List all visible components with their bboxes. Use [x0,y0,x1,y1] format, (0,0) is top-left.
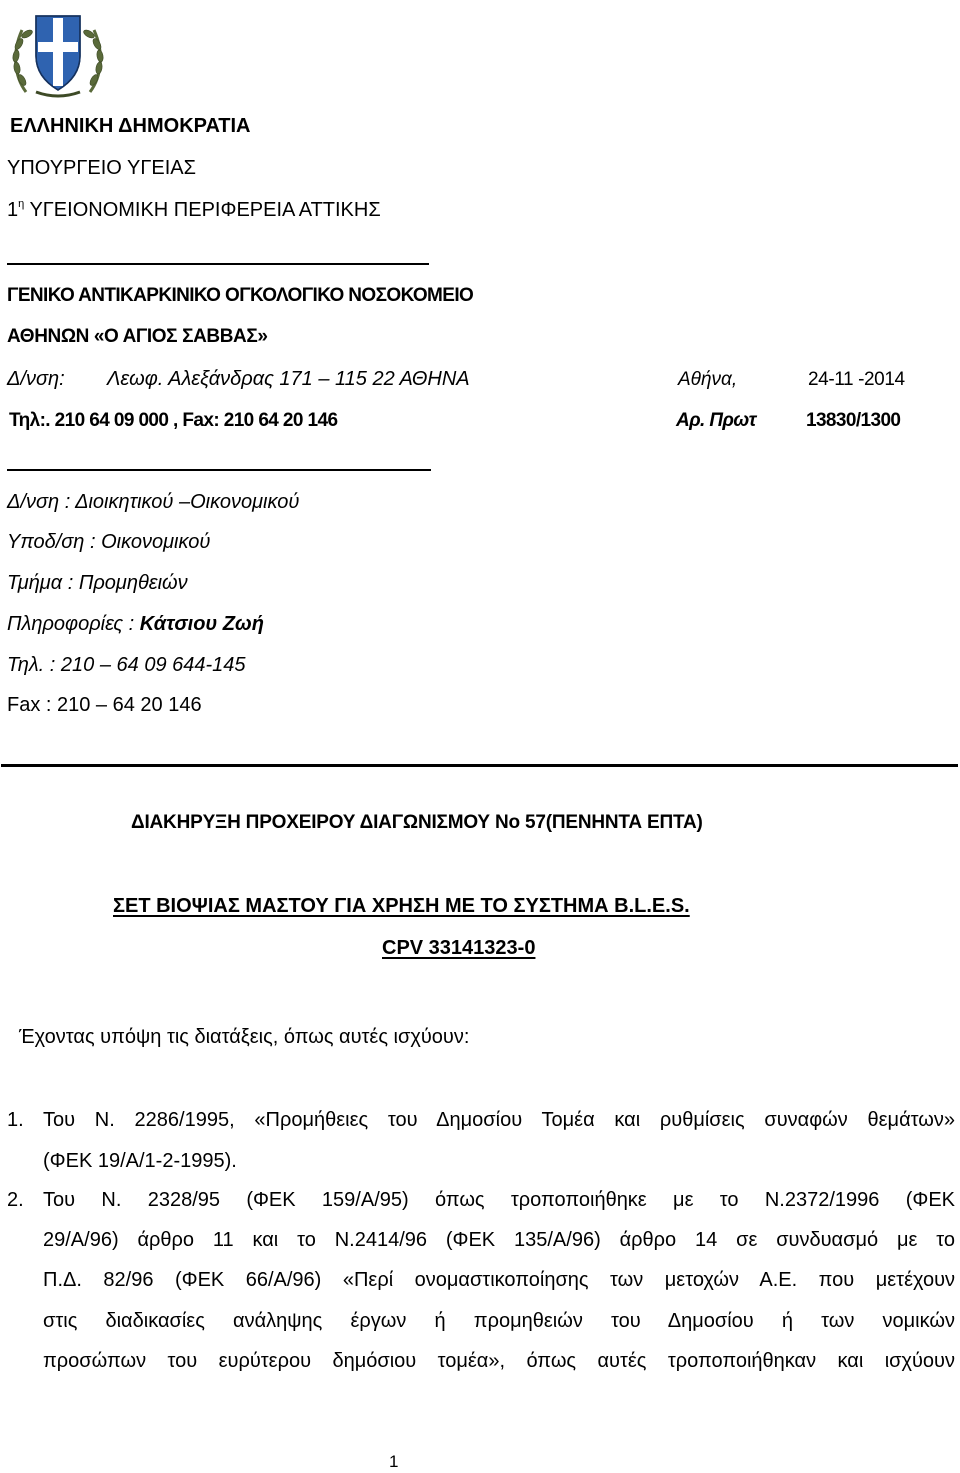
header-divider-line [7,263,429,265]
region-ordinal-suffix: η [18,198,25,210]
line-text: Του Ν. 2328/95 (ΦΕΚ 159/Α/95) όπως τροποποιήθηκε με το Ν.2372/1996 (ΦΕΚ [43,1189,955,1211]
protocol-label: Αρ. Πρωτ [676,410,756,431]
hospital-name-line2: ΑΘΗΝΩΝ «Ο ΑΓΙΟΣ ΣΑΒΒΑΣ» [7,326,268,347]
city-label: Αθήνα, [678,369,738,390]
page-number: 1 [389,1452,399,1471]
list-item-text-line [43,1350,955,1373]
list-item-text-line: (ΦΕΚ 19/Α/1-2-1995). [43,1150,237,1172]
list-item-number: 2. [7,1189,24,1211]
region-name: ΥΓΕΙΟΝΟΜΙΚΗ ΠΕΡΙΦΕΡΕΙΑ ΑΤΤΙΚΗΣ [24,199,381,221]
greek-coat-of-arms-emblem [6,4,110,104]
contact-phones: Τηλ:. 210 64 09 000 , Fax: 210 64 20 146 [9,410,338,431]
info-label: Πληροφορίες : [7,613,140,635]
hospital-name-line1: ΓΕΝΙΚΟ ΑΝΤΙΚΑΡΚΙΝΙΚΟ ΟΓΚΟΛΟΓΙΚΟ ΝΟΣΟΚΟΜΕΙΟ [7,285,474,306]
intro-text: Έχοντας υπόψη τις διατάξεις, όπως αυτές ισχύουν: [19,1026,470,1048]
department-tel: Τηλ. : 210 – 64 09 644-145 [7,654,246,676]
list-item-text-line [43,1109,955,1132]
line-text: στις διαδικασίες ανάληψης έργων ή προμηθειών του Δημοσίου ή των νομικών [43,1310,955,1332]
region-number: 1 [7,199,19,221]
subdirectorate: Υποδ/ση : Οικονομικού [7,531,211,553]
information-contact [7,613,264,636]
country-name: ΕΛΛΗΝΙΚΗ ΔΗΜΟΚΡΑΤΙΑ [10,115,251,137]
list-item-text-line [43,1189,955,1212]
line-text: προσώπων του ευρύτερου δημόσιου τομέα», όπως αυτές τροποποιήθηκαν και ισχύουν [43,1350,955,1372]
line-text: 29/Α/96) άρθρο 11 και το Ν.2414/96 (ΦΕΚ 135/Α/96) άρθρο 14 σε συνδυασμό με το [43,1229,955,1251]
address-text: Λεωφ. Αλεξάνδρας 171 – 115 22 ΑΘΗΝΑ [107,368,470,390]
department-divider-line [7,469,431,471]
tender-subject: ΣΕΤ ΒΙΟΨΙΑΣ ΜΑΣΤΟΥ ΓΙΑ ΧΡΗΣΗ ΜΕ ΤΟ ΣΥΣΤΗΜΑ B.L.E.S. [113,895,690,917]
directorate: Δ/νση : Διοικητικού –Οικονομικού [7,491,300,513]
title-divider-line [1,764,958,767]
address-label: Δ/νση: [7,368,65,390]
list-item-text-line [43,1269,955,1292]
line-text: Του Ν. 2286/1995, «Προμήθειες του Δημοσίου Τομέα και ρυθμίσεις συναφών θεμάτων» [43,1109,955,1131]
line-text: Π.Δ. 82/96 (ΦΕΚ 66/Α/96) «Περί ονομαστικοποίησης των μετοχών Α.Ε. που μετέχουν [43,1269,955,1291]
document-date: 24-11 -2014 [808,369,905,390]
health-region [7,199,381,222]
list-item-number: 1. [7,1109,24,1131]
list-item-text-line [43,1310,955,1333]
ministry-name: ΥΠΟΥΡΓΕΙΟ ΥΓΕΙΑΣ [7,157,196,179]
protocol-number: 13830/1300 [806,410,901,431]
list-item-text-line [43,1229,955,1252]
proclamation-heading: ΔΙΑΚΗΡΥΞΗ ΠΡΟΧΕΙΡΟΥ ΔΙΑΓΩΝΙΣΜΟΥ Νο 57(ΠΕΝΗΝΤΑ ΕΠΤΑ) [131,812,703,833]
department-fax: Fax : 210 – 64 20 146 [7,694,202,716]
info-name: Κάτσιου Ζωή [139,613,264,635]
cpv-code: CPV 33141323-0 [382,937,536,959]
section: Τμήμα : Προμηθειών [7,572,188,594]
